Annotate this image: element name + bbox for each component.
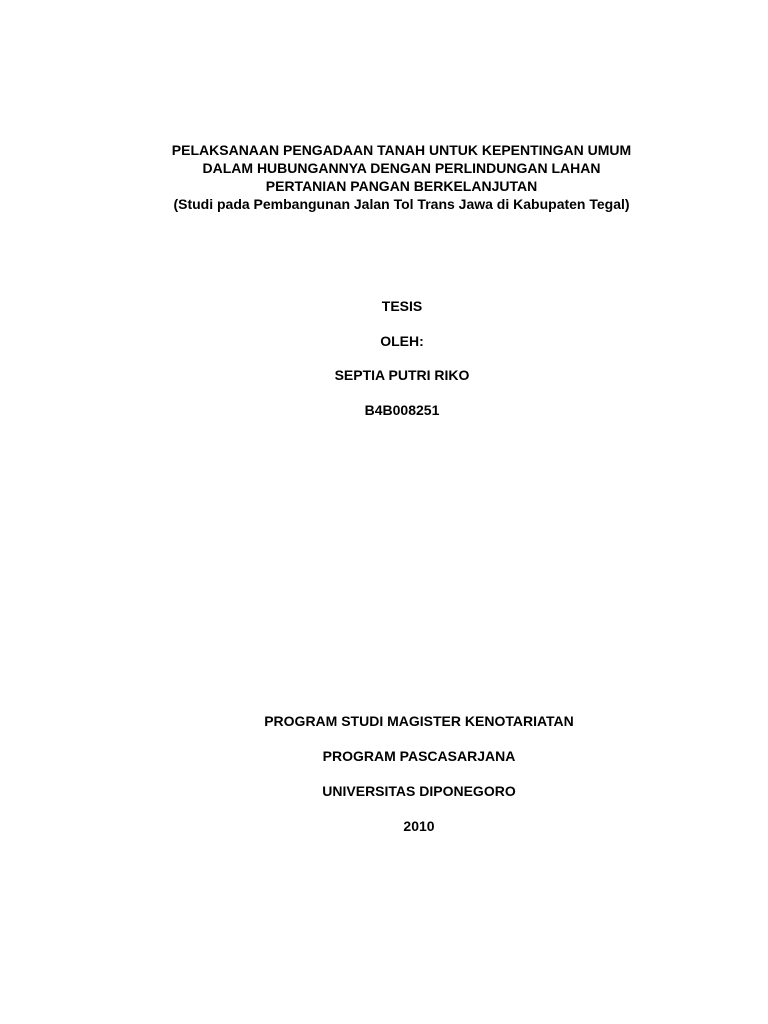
document-type: TESIS xyxy=(381,298,423,314)
study-program: PROGRAM STUDI MAGISTER KENOTARIATAN xyxy=(264,713,574,729)
title-subtitle: (Studi pada Pembangunan Jalan Tol Trans Jawa di Kabupaten Tegal) xyxy=(173,196,630,212)
author-name: SEPTIA PUTRI RIKO xyxy=(334,367,470,383)
title-line-2: DALAM HUBUNGANNYA DENGAN PERLINDUNGAN LAHAN xyxy=(202,160,601,176)
by-label: OLEH: xyxy=(380,333,424,349)
thesis-title xyxy=(0,141,768,213)
title-line-1: PELAKSANAAN PENGADAAN TANAH UNTUK KEPENTINGAN UMUM xyxy=(171,142,632,158)
year: 2010 xyxy=(403,818,435,834)
title-line-3: PERTANIAN PANGAN BERKELANJUTAN xyxy=(265,178,538,194)
graduate-school: PROGRAM PASCASARJANA xyxy=(322,748,516,764)
university-name: UNIVERSITAS DIPONEGORO xyxy=(322,783,516,799)
student-id: B4B008251 xyxy=(364,402,440,418)
